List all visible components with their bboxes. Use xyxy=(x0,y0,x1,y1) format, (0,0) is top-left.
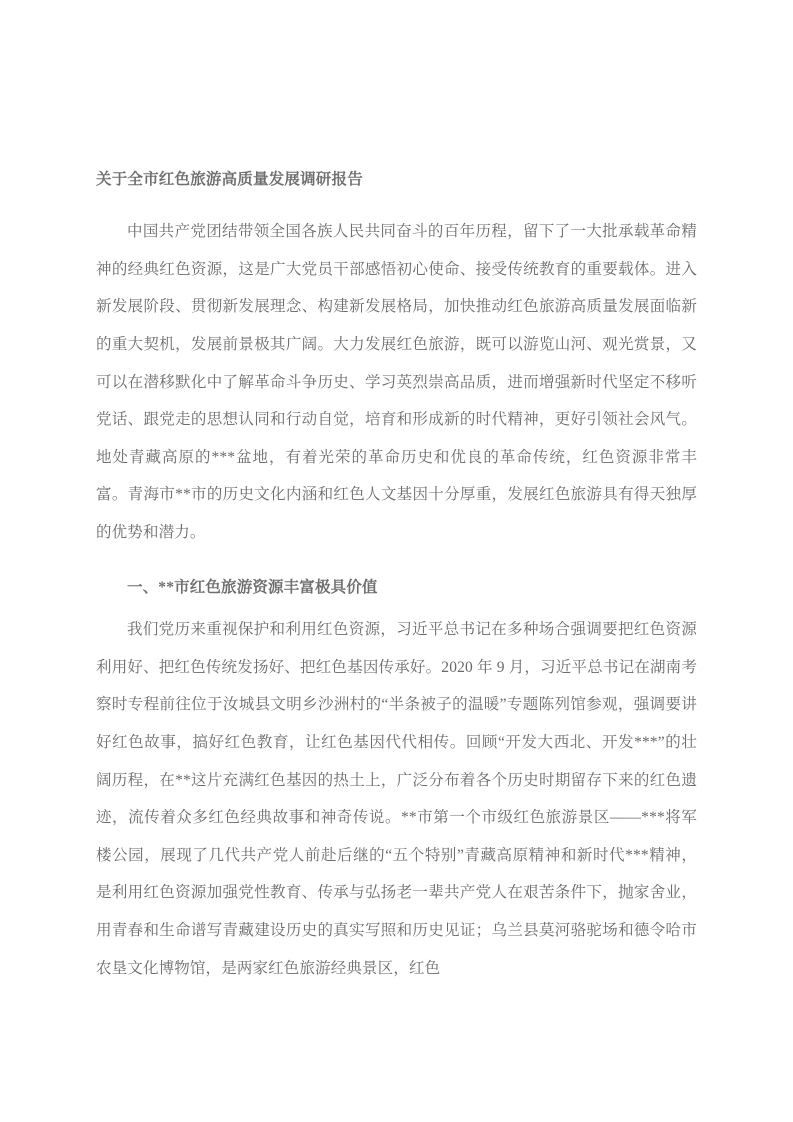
intro-paragraph: 中国共产党团结带领全国各族人民共同奋斗的百年历程，留下了一大批承载革命精神的经典红色资源，这是广大党员干部感悟初心使命、接受传统教育的重要载体。进入新发展阶段、贯彻新发展理念、构建新发展格局，加快推动红色旅游高质量发展面临新的重大契机，发展前景极其广阔。大力发展红色旅游，既可以游览山河、观光赏景，又可以在潜移默化中了解革命斗争历史、学习英烈崇高品质，进而增强新时代坚定不移听党话、跟党走的思想认同和行动自觉，培育和形成新的时代精神，更好引领社会风气。地处青藏高原的***盆地，有着光荣的革命历史和优良的革命传统，红色资源非常丰富。青海市**市的历史文化内涵和红色人文基因十分厚重，发展红色旅游具有得天独厚的优势和潜力。 xyxy=(96,223,697,541)
page-title: 关于全市红色旅游高质量发展调研报告 xyxy=(96,171,363,188)
section-one-paragraph: 我们党历来重视保护和利用红色资源，习近平总书记在多种场合强调要把红色资源利用好、把红色传统发扬好、把红色基因传承好。2020 年 9 月，习近平总书记在湖南考察时专程前往位于汝城县文明乡沙洲村的“半条被子的温暖”专题陈列馆参观，强调要讲好红色故事，搞好红色教育，让红色基因代代相传。回顾“开发大西北、开发***”的壮阔历程，在**这片充满红色基因的热土上，广泛分布着各个历史时期留存下来的红色遗迹，流传着众多红色经典故事和神奇传说。**市第一个市级红色旅游景区——***将军楼公园，展现了几代共产党人前赴后继的“五个特别”青藏高原精神和新时代***精神，是利用红色资源加强党性教育、传承与弘扬老一辈共产党人在艰苦条件下，抛家舍业，用青春和生命谱写青藏建设历史的真实写照和历史见证；乌兰县莫河骆驼场和德令哈市农垦文化博物馆，是两家红色旅游经典景区，红色 xyxy=(96,621,697,977)
section-heading-one: 一、**市红色旅游资源丰富极具价值 xyxy=(127,578,378,596)
